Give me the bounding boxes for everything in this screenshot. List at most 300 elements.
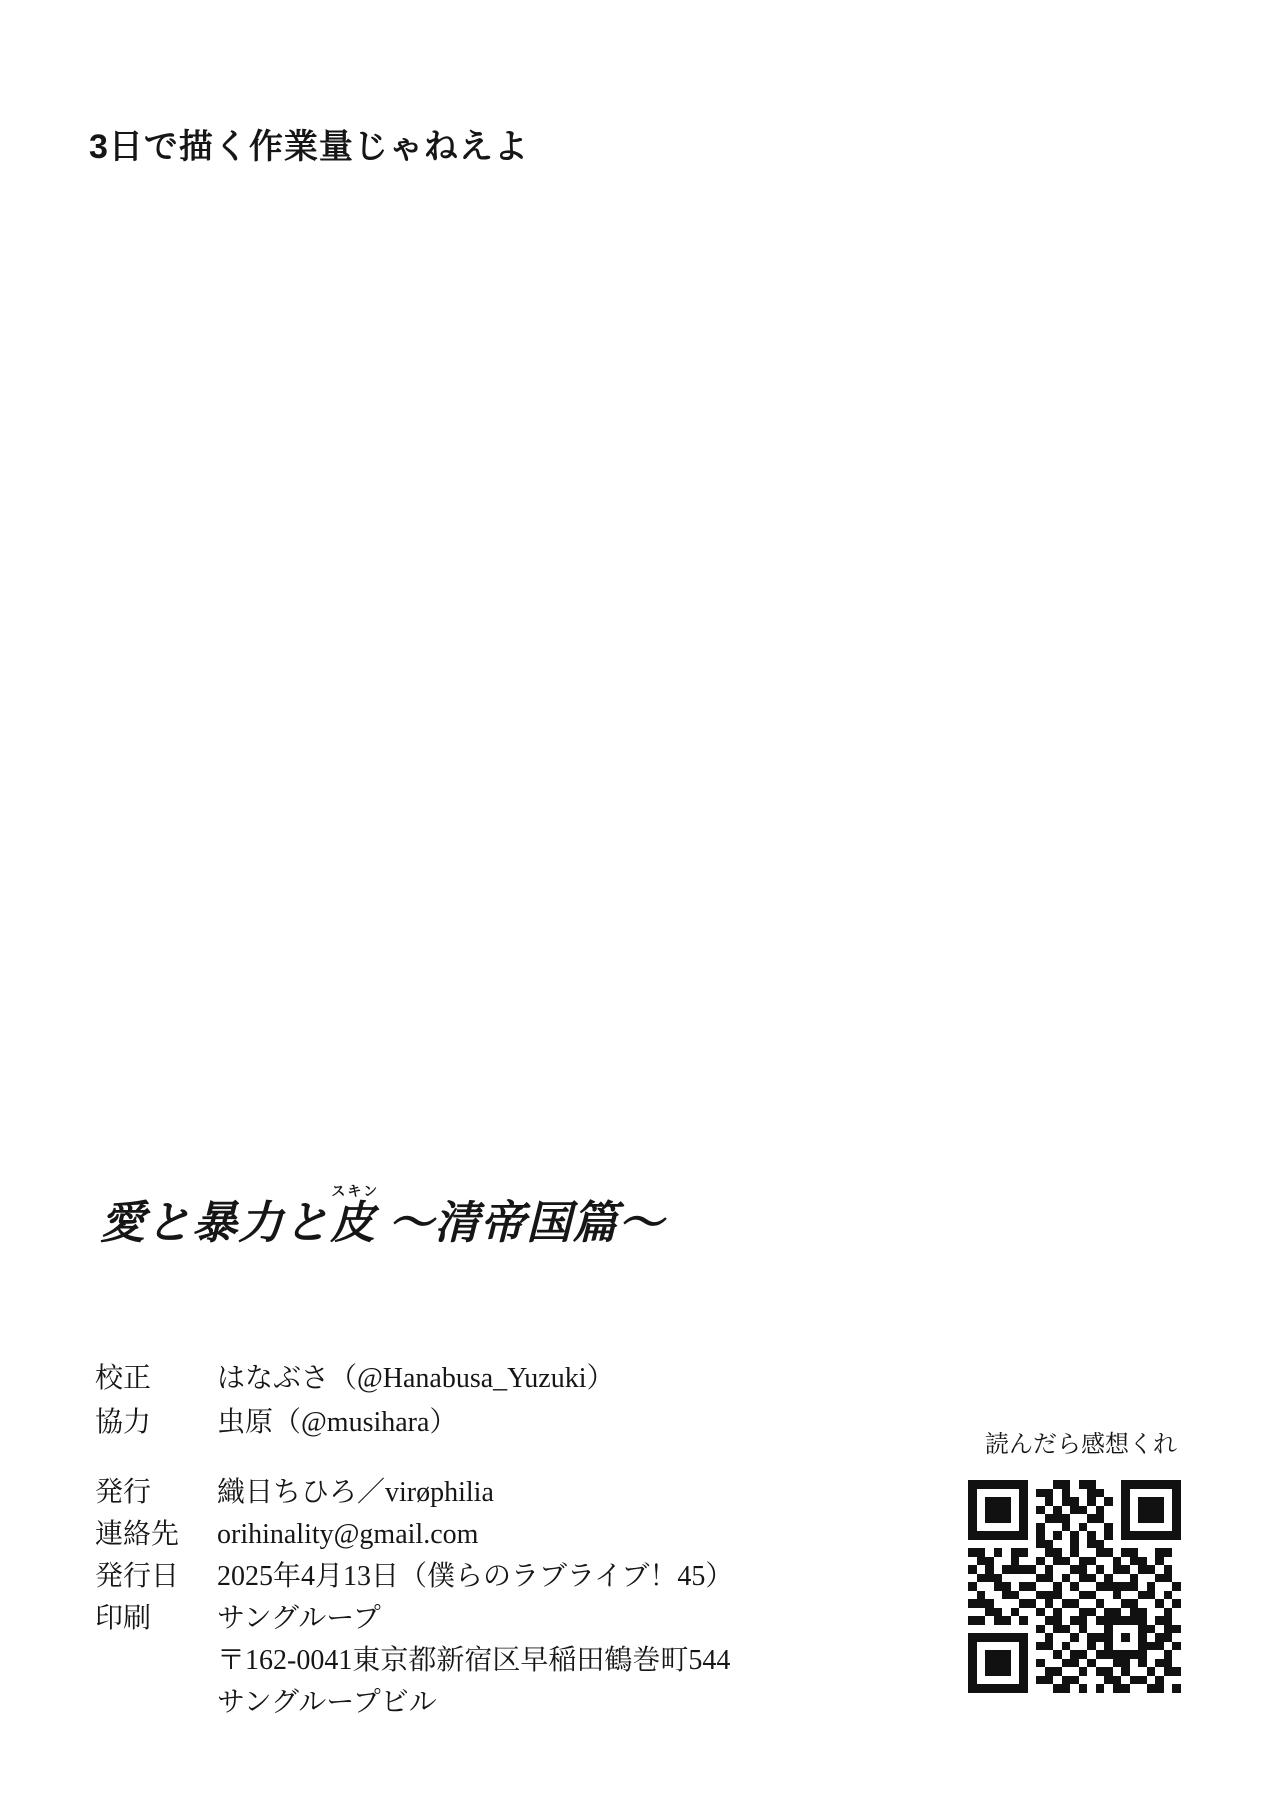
- qr-module: [1002, 1548, 1011, 1557]
- qr-module: [1028, 1599, 1037, 1608]
- qr-module: [1172, 1616, 1181, 1625]
- qr-module: [994, 1514, 1003, 1523]
- qr-module: [1019, 1574, 1028, 1583]
- qr-module: [1062, 1480, 1071, 1489]
- qr-module: [1079, 1489, 1088, 1498]
- qr-module: [985, 1489, 994, 1498]
- credit-value: サングループビル: [217, 1687, 437, 1718]
- qr-module: [1045, 1684, 1054, 1693]
- qr-module: [1087, 1574, 1096, 1583]
- qr-module: [1087, 1497, 1096, 1506]
- qr-module: [1036, 1616, 1045, 1625]
- qr-module: [1036, 1659, 1045, 1668]
- qr-module: [1172, 1514, 1181, 1523]
- qr-module: [1113, 1591, 1122, 1600]
- qr-module: [968, 1506, 977, 1515]
- qr-module: [1070, 1506, 1079, 1515]
- qr-module: [994, 1650, 1003, 1659]
- qr-module: [1138, 1591, 1147, 1600]
- qr-module: [1011, 1616, 1020, 1625]
- qr-module: [1113, 1497, 1122, 1506]
- qr-module: [968, 1497, 977, 1506]
- qr-module: [1130, 1599, 1139, 1608]
- qr-module: [1113, 1667, 1122, 1676]
- qr-module: [1138, 1599, 1147, 1608]
- qr-module: [977, 1616, 986, 1625]
- qr-module: [1087, 1548, 1096, 1557]
- qr-module: [1096, 1642, 1105, 1651]
- qr-module: [1087, 1582, 1096, 1591]
- qr-module: [994, 1480, 1003, 1489]
- qr-module: [1019, 1608, 1028, 1617]
- qr-module: [1036, 1591, 1045, 1600]
- qr-module: [1147, 1659, 1156, 1668]
- qr-module: [1130, 1480, 1139, 1489]
- qr-module: [1053, 1582, 1062, 1591]
- credit-value: 2025年4月13日（僕らのラブライブ！45）: [217, 1561, 734, 1592]
- qr-module: [1079, 1676, 1088, 1685]
- qr-module: [1104, 1676, 1113, 1685]
- qr-module: [1138, 1565, 1147, 1574]
- qr-module: [1138, 1676, 1147, 1685]
- qr-module: [1172, 1548, 1181, 1557]
- qr-module: [1121, 1574, 1130, 1583]
- qr-module: [1147, 1531, 1156, 1540]
- qr-code: [968, 1480, 1181, 1693]
- qr-module: [1113, 1625, 1122, 1634]
- qr-module: [1028, 1684, 1037, 1693]
- qr-module: [1079, 1650, 1088, 1659]
- qr-module: [1002, 1531, 1011, 1540]
- qr-module: [1070, 1557, 1079, 1566]
- qr-module: [977, 1659, 986, 1668]
- qr-module: [985, 1633, 994, 1642]
- qr-module: [1087, 1531, 1096, 1540]
- qr-module: [1172, 1684, 1181, 1693]
- credit-row: [95, 1357, 615, 1401]
- qr-module: [994, 1489, 1003, 1498]
- qr-module: [1028, 1582, 1037, 1591]
- qr-module: [1028, 1540, 1037, 1549]
- qr-module: [994, 1599, 1003, 1608]
- qr-module: [1121, 1659, 1130, 1668]
- qr-module: [1079, 1616, 1088, 1625]
- qr-module: [985, 1599, 994, 1608]
- qr-module: [1164, 1591, 1173, 1600]
- qr-module: [1019, 1676, 1028, 1685]
- qr-module: [1062, 1659, 1071, 1668]
- qr-module: [1130, 1591, 1139, 1600]
- qr-module: [1104, 1650, 1113, 1659]
- qr-module: [1155, 1506, 1164, 1515]
- credit-row: [95, 1514, 733, 1556]
- qr-module: [1155, 1574, 1164, 1583]
- qr-module: [994, 1574, 1003, 1583]
- qr-module: [1011, 1599, 1020, 1608]
- qr-module: [985, 1565, 994, 1574]
- qr-module: [1045, 1565, 1054, 1574]
- title-furigana: スキン: [331, 1183, 380, 1199]
- qr-module: [1113, 1599, 1122, 1608]
- qr-module: [1028, 1633, 1037, 1642]
- qr-module: [1045, 1548, 1054, 1557]
- credit-label: [95, 1682, 217, 1724]
- qr-module: [1070, 1548, 1079, 1557]
- qr-module: [968, 1591, 977, 1600]
- qr-module: [1087, 1667, 1096, 1676]
- qr-module: [1045, 1633, 1054, 1642]
- qr-module: [1164, 1489, 1173, 1498]
- qr-module: [1036, 1599, 1045, 1608]
- qr-module: [1104, 1523, 1113, 1532]
- qr-module: [1070, 1489, 1079, 1498]
- qr-module: [1036, 1489, 1045, 1498]
- qr-module: [1002, 1506, 1011, 1515]
- qr-module: [1019, 1497, 1028, 1506]
- qr-module: [985, 1608, 994, 1617]
- qr-module: [1147, 1582, 1156, 1591]
- qr-module: [1045, 1616, 1054, 1625]
- qr-module: [985, 1625, 994, 1634]
- qr-module: [1053, 1497, 1062, 1506]
- book-title: [100, 1183, 665, 1248]
- qr-module: [994, 1531, 1003, 1540]
- qr-module: [1070, 1642, 1079, 1651]
- qr-module: [1079, 1642, 1088, 1651]
- qr-module: [1138, 1582, 1147, 1591]
- qr-module: [1121, 1497, 1130, 1506]
- qr-module: [1036, 1608, 1045, 1617]
- qr-module: [1087, 1650, 1096, 1659]
- qr-module: [994, 1667, 1003, 1676]
- qr-module: [968, 1531, 977, 1540]
- qr-module: [1138, 1540, 1147, 1549]
- qr-module: [1164, 1548, 1173, 1557]
- qr-module: [1138, 1514, 1147, 1523]
- qr-module: [1164, 1514, 1173, 1523]
- qr-module: [1155, 1514, 1164, 1523]
- qr-module: [1121, 1480, 1130, 1489]
- qr-module: [1172, 1506, 1181, 1515]
- qr-module: [1147, 1684, 1156, 1693]
- qr-module: [985, 1667, 994, 1676]
- qr-module: [1096, 1574, 1105, 1583]
- qr-module: [1096, 1489, 1105, 1498]
- qr-module: [1104, 1557, 1113, 1566]
- qr-module: [1079, 1540, 1088, 1549]
- qr-module: [1172, 1523, 1181, 1532]
- qr-module: [1062, 1684, 1071, 1693]
- qr-module: [1019, 1591, 1028, 1600]
- qr-module: [1147, 1591, 1156, 1600]
- qr-module: [977, 1625, 986, 1634]
- qr-module: [968, 1659, 977, 1668]
- qr-module: [1028, 1548, 1037, 1557]
- qr-module: [1138, 1506, 1147, 1515]
- qr-module: [1062, 1565, 1071, 1574]
- qr-module: [1011, 1676, 1020, 1685]
- qr-module: [1070, 1540, 1079, 1549]
- qr-module: [1028, 1676, 1037, 1685]
- credit-label: [95, 1640, 217, 1682]
- qr-module: [1079, 1625, 1088, 1634]
- qr-module: [1104, 1497, 1113, 1506]
- qr-module: [1070, 1659, 1079, 1668]
- qr-module: [1011, 1523, 1020, 1532]
- credit-label: 校正: [95, 1363, 152, 1394]
- qr-module: [1147, 1565, 1156, 1574]
- qr-module: [1155, 1540, 1164, 1549]
- qr-module: [994, 1540, 1003, 1549]
- qr-module: [1155, 1667, 1164, 1676]
- qr-module: [1172, 1497, 1181, 1506]
- qr-module: [1062, 1608, 1071, 1617]
- qr-module: [985, 1514, 994, 1523]
- qr-module: [1070, 1599, 1079, 1608]
- qr-module: [1172, 1650, 1181, 1659]
- qr-module: [968, 1608, 977, 1617]
- qr-module: [1172, 1676, 1181, 1685]
- qr-module: [1130, 1659, 1139, 1668]
- qr-module: [1121, 1608, 1130, 1617]
- qr-module: [1011, 1625, 1020, 1634]
- qr-module: [968, 1514, 977, 1523]
- qr-module: [1104, 1633, 1113, 1642]
- qr-module: [1019, 1565, 1028, 1574]
- qr-module: [1079, 1582, 1088, 1591]
- qr-module: [1045, 1659, 1054, 1668]
- qr-module: [1104, 1608, 1113, 1617]
- qr-module: [1002, 1565, 1011, 1574]
- qr-module: [1164, 1642, 1173, 1651]
- qr-module: [1053, 1574, 1062, 1583]
- qr-module: [1096, 1667, 1105, 1676]
- credit-label: 協力: [95, 1407, 152, 1438]
- credit-row: [95, 1640, 733, 1682]
- qr-module: [1028, 1574, 1037, 1583]
- qr-module: [1062, 1599, 1071, 1608]
- qr-module: [1028, 1650, 1037, 1659]
- qr-module: [1062, 1591, 1071, 1600]
- qr-module: [1036, 1514, 1045, 1523]
- qr-module: [1028, 1506, 1037, 1515]
- qr-module: [1172, 1489, 1181, 1498]
- qr-module: [1121, 1625, 1130, 1634]
- qr-module: [1062, 1625, 1071, 1634]
- qr-module: [1062, 1650, 1071, 1659]
- qr-module: [1121, 1489, 1130, 1498]
- qr-module: [1155, 1523, 1164, 1532]
- qr-module: [1053, 1523, 1062, 1532]
- qr-module: [1053, 1599, 1062, 1608]
- qr-module: [1121, 1650, 1130, 1659]
- qr-module: [1062, 1667, 1071, 1676]
- qr-module: [1002, 1608, 1011, 1617]
- qr-module: [1113, 1514, 1122, 1523]
- qr-module: [1147, 1523, 1156, 1532]
- qr-module: [1036, 1642, 1045, 1651]
- qr-module: [1155, 1531, 1164, 1540]
- qr-module: [1053, 1667, 1062, 1676]
- qr-module: [1036, 1540, 1045, 1549]
- qr-module: [1087, 1557, 1096, 1566]
- qr-module: [1104, 1548, 1113, 1557]
- qr-module: [1036, 1480, 1045, 1489]
- qr-module: [1164, 1540, 1173, 1549]
- qr-module: [1002, 1684, 1011, 1693]
- qr-module: [1062, 1616, 1071, 1625]
- qr-module: [1087, 1659, 1096, 1668]
- credit-value: 織日ちひろ／virøphilia: [217, 1477, 494, 1508]
- qr-module: [1113, 1684, 1122, 1693]
- qr-module: [1045, 1642, 1054, 1651]
- qr-module: [1130, 1506, 1139, 1515]
- title-post: ～清帝国篇～: [376, 1198, 665, 1248]
- qr-module: [1130, 1540, 1139, 1549]
- qr-module: [1172, 1667, 1181, 1676]
- qr-module: [1113, 1608, 1122, 1617]
- qr-module: [1138, 1642, 1147, 1651]
- qr-module: [1113, 1540, 1122, 1549]
- qr-module: [1045, 1480, 1054, 1489]
- qr-module: [1011, 1514, 1020, 1523]
- qr-module: [1096, 1523, 1105, 1532]
- qr-module: [1053, 1565, 1062, 1574]
- credit-row: [95, 1598, 733, 1640]
- credit-value: 〒162-0041東京都新宿区早稲田鶴巻町544: [217, 1645, 731, 1676]
- qr-module: [1045, 1582, 1054, 1591]
- qr-module: [1079, 1531, 1088, 1540]
- qr-module: [1019, 1650, 1028, 1659]
- qr-module: [1019, 1625, 1028, 1634]
- qr-module: [977, 1633, 986, 1642]
- qr-module: [1121, 1548, 1130, 1557]
- qr-module: [1045, 1540, 1054, 1549]
- qr-module: [1138, 1608, 1147, 1617]
- title-ruby-base: [330, 1183, 380, 1248]
- qr-module: [977, 1506, 986, 1515]
- qr-module: [994, 1506, 1003, 1515]
- qr-module: [1087, 1599, 1096, 1608]
- qr-module: [1130, 1557, 1139, 1566]
- qr-module: [1053, 1506, 1062, 1515]
- qr-module: [1079, 1480, 1088, 1489]
- qr-module: [1138, 1489, 1147, 1498]
- qr-module: [1002, 1574, 1011, 1583]
- qr-module: [1130, 1608, 1139, 1617]
- qr-module: [1028, 1608, 1037, 1617]
- qr-module: [1138, 1650, 1147, 1659]
- qr-module: [968, 1633, 977, 1642]
- credits-group-1: [95, 1357, 615, 1445]
- qr-module: [1087, 1514, 1096, 1523]
- qr-module: [1104, 1616, 1113, 1625]
- qr-module: [1121, 1523, 1130, 1532]
- qr-module: [1087, 1676, 1096, 1685]
- qr-module: [1087, 1684, 1096, 1693]
- qr-module: [1172, 1659, 1181, 1668]
- qr-module: [968, 1667, 977, 1676]
- qr-module: [994, 1642, 1003, 1651]
- qr-module: [1104, 1684, 1113, 1693]
- qr-module: [1053, 1608, 1062, 1617]
- qr-module: [1155, 1582, 1164, 1591]
- qr-module: [1079, 1599, 1088, 1608]
- qr-module: [1053, 1514, 1062, 1523]
- qr-module: [1079, 1633, 1088, 1642]
- feedback-note: 読んだら感想くれ: [985, 1431, 1177, 1458]
- qr-module: [1155, 1642, 1164, 1651]
- qr-module: [1079, 1684, 1088, 1693]
- qr-module: [1113, 1480, 1122, 1489]
- qr-module: [1164, 1523, 1173, 1532]
- qr-module: [1045, 1489, 1054, 1498]
- qr-module: [1011, 1557, 1020, 1566]
- qr-module: [1155, 1565, 1164, 1574]
- qr-module: [985, 1616, 994, 1625]
- qr-module: [1130, 1582, 1139, 1591]
- qr-module: [1172, 1565, 1181, 1574]
- qr-module: [1002, 1489, 1011, 1498]
- qr-module: [985, 1574, 994, 1583]
- qr-module: [1138, 1480, 1147, 1489]
- qr-module: [1113, 1633, 1122, 1642]
- qr-module: [1036, 1684, 1045, 1693]
- qr-module: [1087, 1540, 1096, 1549]
- qr-module: [1147, 1557, 1156, 1566]
- title-ruby-kanji: 皮: [330, 1198, 377, 1248]
- qr-module: [1113, 1659, 1122, 1668]
- qr-module: [977, 1489, 986, 1498]
- qr-module: [1130, 1548, 1139, 1557]
- qr-module: [1019, 1540, 1028, 1549]
- qr-module: [1172, 1582, 1181, 1591]
- qr-module: [1164, 1608, 1173, 1617]
- qr-module: [994, 1659, 1003, 1668]
- qr-module: [1147, 1667, 1156, 1676]
- qr-module: [1002, 1676, 1011, 1685]
- qr-module: [1155, 1480, 1164, 1489]
- qr-module: [1147, 1514, 1156, 1523]
- qr-module: [1164, 1633, 1173, 1642]
- qr-module: [1121, 1540, 1130, 1549]
- qr-module: [1062, 1497, 1071, 1506]
- qr-module: [1062, 1523, 1071, 1532]
- qr-module: [977, 1531, 986, 1540]
- qr-module: [1053, 1557, 1062, 1566]
- qr-module: [1130, 1667, 1139, 1676]
- qr-module: [977, 1667, 986, 1676]
- qr-module: [1096, 1582, 1105, 1591]
- qr-module: [1087, 1642, 1096, 1651]
- qr-module: [1104, 1531, 1113, 1540]
- qr-module: [968, 1548, 977, 1557]
- qr-module: [1028, 1557, 1037, 1566]
- qr-module: [977, 1684, 986, 1693]
- qr-module: [1079, 1565, 1088, 1574]
- qr-module: [1121, 1557, 1130, 1566]
- qr-module: [1096, 1633, 1105, 1642]
- qr-module: [1130, 1633, 1139, 1642]
- qr-module: [1138, 1548, 1147, 1557]
- qr-module: [1113, 1548, 1122, 1557]
- qr-module: [1011, 1574, 1020, 1583]
- credits-group-2: [95, 1472, 733, 1724]
- qr-module: [1070, 1608, 1079, 1617]
- qr-module: [1053, 1625, 1062, 1634]
- qr-module: [1096, 1616, 1105, 1625]
- qr-module: [1096, 1557, 1105, 1566]
